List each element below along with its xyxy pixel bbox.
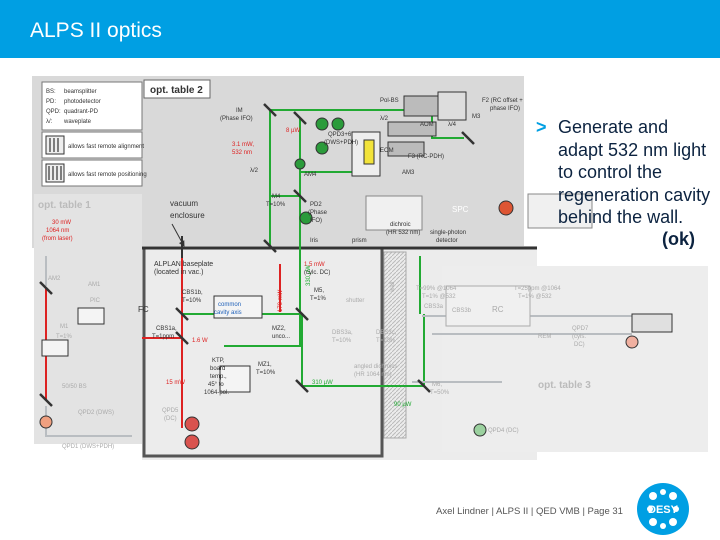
label-im: IM (236, 108, 243, 114)
desy-logo-icon (636, 482, 690, 536)
label-p90: 90 µW (394, 402, 412, 408)
label-bs5050: 50/50 BS (62, 384, 87, 390)
label-iris: Iris (310, 238, 318, 244)
label-dst: T=10% (332, 338, 352, 344)
label-pd2b: (Phase (308, 210, 328, 216)
slide-title: ALPS II optics (30, 19, 162, 42)
label-alplan-b: (located in vac.) (154, 269, 204, 276)
label-qpd4: QPD4 (DC) (488, 428, 519, 434)
label-p532: 532 nm (232, 150, 253, 156)
legend-positioning: allows fast remote positioning (68, 172, 147, 178)
label-enclosure: enclosure (170, 211, 205, 220)
label-dichroic: dichroic (390, 222, 411, 228)
label-p8uw: 8 µW (286, 128, 301, 134)
label-dbs3: DBS3c, (376, 330, 397, 336)
legend-desc-1: beamsplitter (64, 89, 97, 95)
legend-abbr-1: BS: (46, 89, 56, 95)
label-m1: M1 (60, 324, 69, 330)
legend-desc-2: photodetector (64, 99, 101, 105)
bullet-ok: (ok) (662, 229, 695, 249)
label-pd3b: (DWS+PDH) (324, 140, 359, 146)
label-cbs1b: CBS1b, (182, 290, 203, 296)
label-m3: M3 (472, 114, 481, 120)
label-p15mw: 1.5 mW (304, 262, 325, 268)
label-qpd7: QPD7 (572, 326, 589, 332)
label-mz1-t: T=10% (256, 370, 276, 376)
label-p330: 330 µW (306, 265, 312, 286)
label-common-axis-b: cavity axis (214, 310, 242, 316)
label-p31mw: 3.1 mW, (232, 142, 255, 148)
label-pd2c: IFO) (310, 218, 322, 224)
legend-desc-4: waveplate (64, 119, 92, 125)
label-im-sub: (Phase IFO) (220, 116, 253, 122)
footer-text: Axel Lindner | ALPS II | QED VMB | Page 31 (436, 506, 623, 517)
label-aom: AOM (420, 122, 434, 128)
label-p15w: 15 mW (166, 380, 186, 386)
label-mz1: MZ1, (258, 362, 272, 368)
label-common-axis: common (218, 302, 242, 308)
label-m1t: T=1% (56, 334, 72, 340)
label-dichroic-b: (HR 532 nm) (386, 230, 421, 236)
label-pd2: PD2 (310, 202, 322, 208)
label-am1: AM1 (88, 282, 101, 288)
label-fc: FC (138, 305, 149, 314)
label-angled-b: (HR 1064 nm) (354, 372, 392, 378)
legend-abbr-2: PD: (46, 99, 57, 105)
label-t25b: T=1% @532 (518, 294, 552, 300)
label-vacuum: vacuum (170, 199, 199, 208)
legend-abbr-3: QPD: (46, 109, 61, 115)
label-spc: SPC (452, 205, 469, 214)
label-am3: AM3 (402, 170, 415, 176)
label-ktp-d: 45° to (208, 382, 224, 388)
label-am2: AM2 (48, 276, 61, 282)
label-pol-bs: Pol-BS (380, 98, 399, 104)
label-cbs3b: CBS3b (452, 308, 472, 314)
label-f2b: phase IFO) (490, 106, 521, 112)
alignment-icon (46, 136, 64, 154)
legend-alignment: allows fast remote alignment (68, 144, 145, 150)
label-ktp-c: temp., (210, 374, 227, 380)
label-cbs1a: CBS1a, (156, 326, 177, 332)
label-pic: PIC (90, 298, 101, 304)
label-cbs1b-t: T=10% (182, 298, 202, 304)
label-lambda2b: λ/2 (250, 168, 259, 174)
label-m5: M5, (314, 288, 325, 294)
label-rc: RC (492, 305, 504, 314)
label-m6t: T=50% (430, 390, 450, 396)
label-prism: prism (352, 238, 367, 244)
label-t25: T=25ppm @1064 (514, 286, 561, 292)
label-pd3: QPD3+6 (328, 132, 352, 138)
label-m4: M4 (272, 194, 281, 200)
label-dbs3t: T=10% (376, 338, 396, 344)
label-mz2: MZ2, (272, 326, 286, 332)
desy-logo-text: DESY (648, 504, 678, 516)
label-m4t: T=10% (266, 202, 286, 208)
table1-label: opt. table 1 (38, 200, 91, 211)
label-m5t: T=1% (310, 296, 326, 302)
label-p30mw: 30 mW (52, 220, 72, 226)
label-t99: T=99% @1064 (416, 286, 457, 292)
bullet-marker: > (536, 117, 547, 137)
legend-abbr-4: λ/: (46, 119, 53, 125)
label-angled: angled dichroics (354, 364, 398, 370)
wall-block (384, 252, 406, 438)
label-qpd7c: DC) (574, 342, 585, 348)
label-f3: F3 (RC-PDH) (408, 154, 444, 160)
label-p15mw-b: (cylc. DC) (304, 270, 331, 276)
label-p1064: 1064 nm (46, 228, 70, 234)
label-ktp-e: 1064-pol. (204, 390, 230, 396)
label-lambda2a: λ/2 (380, 116, 389, 122)
label-qpd5: QPD5 (162, 408, 179, 414)
label-ktp: KTP, (212, 358, 225, 364)
label-lambda4: λ/4 (448, 122, 457, 128)
label-single: single-photon (430, 230, 467, 236)
label-shutter: shutter (346, 298, 365, 304)
label-t99b: T=1% @532 (422, 294, 456, 300)
legend-desc-3: quadrant-PD (64, 109, 99, 115)
label-qpd2: QPD2 (DWS) (78, 410, 114, 416)
label-cbs1a-t: T=1ppm (152, 334, 175, 340)
label-p1064b: (from laser) (42, 236, 73, 242)
label-single-b: detector (436, 238, 458, 244)
label-ds: DBS3a, (332, 330, 353, 336)
table3-label: opt. table 3 (538, 380, 591, 391)
label-qpd7b: (cyls. (572, 334, 586, 340)
label-alplan: ALPLAN baseplate (154, 261, 214, 268)
header-bar (0, 0, 720, 58)
label-qpd1: QPD1 (DWS+PDH) (62, 444, 115, 450)
label-wall: wall (390, 281, 396, 292)
label-eom: EOM (380, 148, 394, 154)
label-ktp-b: board (210, 366, 226, 372)
table2-label: opt. table 2 (150, 85, 203, 96)
label-p16w: 1.6 W (192, 338, 208, 344)
label-p170: 170 mW (278, 289, 284, 312)
label-mz2-b: unco... (272, 334, 291, 340)
label-rem: REM (538, 334, 552, 340)
label-p310: 310 µW (312, 380, 333, 386)
bullet-text: Generate and adapt 532 nm light to control the regeneration cavity behind the wall. (558, 117, 711, 227)
label-cbs3a: CBS3a (424, 304, 444, 310)
label-qpd5b: (DC) (164, 416, 177, 422)
label-f2: F2 (RC offset + (482, 98, 523, 104)
label-m6: M6, (432, 382, 443, 388)
label-am4: AM4 (304, 172, 317, 178)
